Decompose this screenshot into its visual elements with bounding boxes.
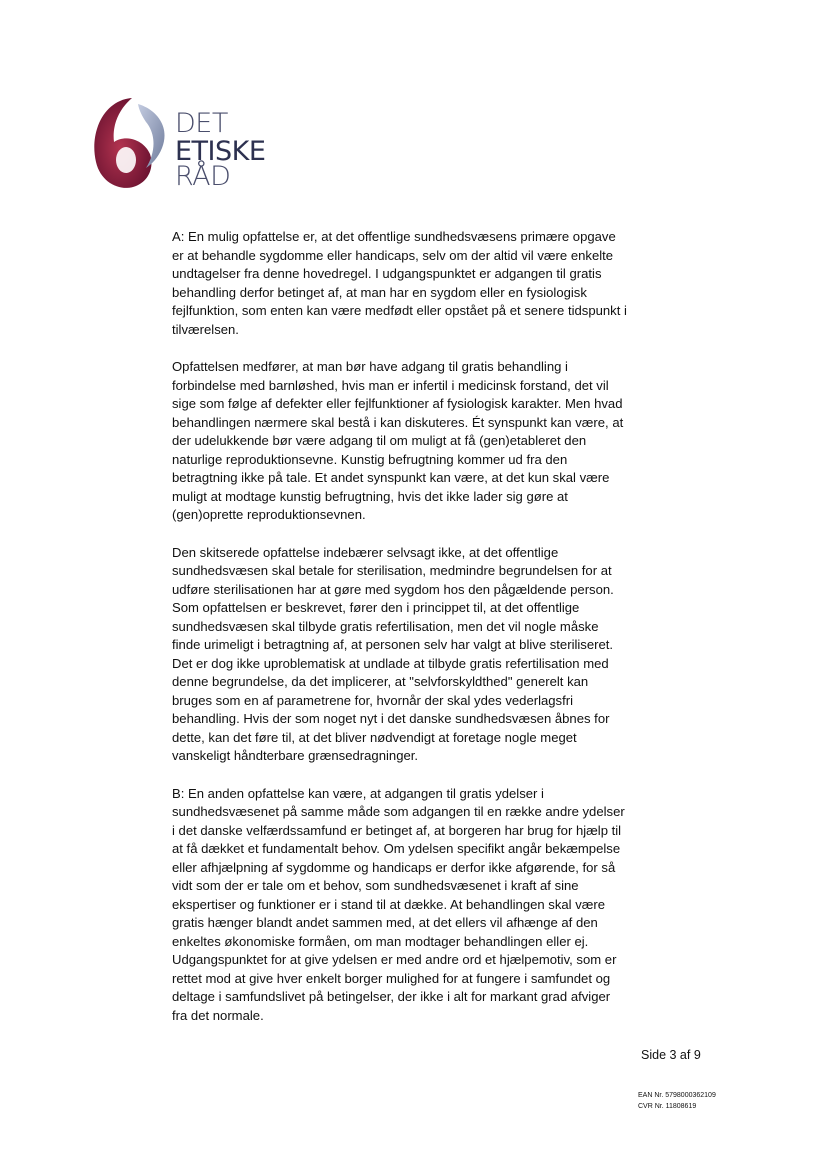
text-line: sundhedsvæsenet på samme måde som adgangen til en række andre ydelser [172, 804, 625, 819]
text-line: i det danske velfærdssamfund er betinget af, at borgeren har brug for hjælp til [172, 822, 622, 838]
paragraph [172, 544, 652, 766]
text-line: Som opfattelsen er beskrevet, fører den i princippet til, at det offentlige [172, 600, 580, 615]
text-line: gratis hænger blandt andet sammen med, at det ellers vil afhænge af den [172, 915, 598, 930]
text-line: vidt som der er tale om et behov, som sundhedsvæsenet i kraft af sine [172, 878, 579, 893]
document-body [172, 228, 652, 1044]
text-line: forbindelse med barnløshed, hvis man er infertil i medicinsk forstand, det vil [172, 377, 609, 393]
text-line: bruges som en af parametrene for, hvornår der skal ydes vederlagsfri [172, 692, 574, 708]
paragraph [172, 358, 652, 525]
text-line: A: En mulig opfattelse er, at det offentlige sundhedsvæsens primære opgave [172, 229, 616, 244]
logo-text-raad: RÅD [175, 161, 231, 192]
text-line: undtagelser fra denne hovedregel. I udgangspunktet er adgangen til gratis [172, 266, 602, 281]
text-line: Det er dog ikke uproblematisk at undlade at tilbyde gratis refertilisation med [172, 655, 609, 671]
text-line: deltage i samfundslivet på betingelser, der ikke i alt for markant grad afviger [172, 989, 611, 1004]
text-line: (gen)oprette reproduktionsevnen. [172, 507, 366, 522]
ean-number: EAN Nr. 5798000362109 [638, 1092, 716, 1099]
text-line: naturlige reproduktionsevne. Kunstig befrugtning kommer ud fra den [172, 451, 568, 467]
text-line: sige som følge af defekter eller fejlfunktioner af fysiologisk karakter. Men hvad [172, 396, 623, 411]
text-line: Udgangspunktet for at give ydelsen er med andre ord et hjælpemotiv, som er [172, 952, 617, 967]
logo-text-etiske: ETISKE [175, 136, 266, 167]
text-line: Opfattelsen medfører, at man bør have adgang til gratis behandling i [172, 359, 568, 374]
paragraph [172, 228, 652, 339]
text-line: Den skitserede opfattelse indebærer selvsagt ikke, at det offentlige [172, 544, 559, 560]
text-line: enkeltes økonomiske formåen, om man modtager behandlingen eller ej. [172, 933, 589, 949]
text-line: B: En anden opfattelse kan være, at adgangen til gratis ydelser i [172, 785, 544, 801]
text-line: sundhedsvæsen skal tilbyde gratis refertilisation, men det vil nogle måske [172, 618, 599, 634]
text-line: dette, kan det føre til, at det bliver nødvendigt at foretage nogle meget [172, 729, 577, 745]
text-line: betragtning ikke på tale. Et andet synspunkt kan være, at det kun skal være [172, 470, 610, 485]
text-line: udføre sterilisationen har at gøre med sygdom hos den pågældende person. [172, 581, 614, 597]
det-etiske-raad-logo [84, 92, 274, 192]
logo-text-det: DET [175, 108, 228, 139]
registration-numbers [638, 1090, 716, 1112]
text-line: vanskeligt håndterbare grænsedragninger. [172, 748, 419, 763]
text-line: at få dækket et fundamentalt behov. Om ydelsen specifikt angår bekæmpelse [172, 841, 621, 856]
text-line: fejlfunktion, som enten kan være medfødt eller opstået på et senere tidspunkt i [172, 303, 627, 318]
text-line: er at behandle sygdomme eller handicaps, selv om der altid vil være enkelte [172, 247, 614, 263]
text-line: finde urimeligt i betragtning af, at personen selv har valgt at blive steriliseret. [172, 637, 614, 652]
text-line: fra det normale. [172, 1007, 264, 1023]
text-line: rettet mod at give hver enkelt borger mulighed for at fungere i samfundet og [172, 970, 611, 986]
text-line: muligt at modtage kunstig befrugtning, hvis det ikke lader sig gøre at [172, 488, 568, 504]
text-line: eller afhjælpning af sygdomme og handicaps er derfor ikke afgørende, for så [172, 859, 616, 875]
text-line: behandling. Hvis der som noget nyt i det danske sundhedsvæsen åbnes for [172, 711, 610, 726]
page-number: Side 3 af 9 [641, 1048, 701, 1062]
text-line: denne begrundelse, da det implicerer, at "selvforskyldthed" generelt kan [172, 674, 589, 689]
text-line: behandling derfor betinget af, at man har en sygdom eller en fysiologisk [172, 284, 587, 300]
text-line: der udelukkende bør være adgang til om muligt at få (gen)etableret den [172, 433, 587, 448]
cvr-number: CVR Nr. 11808619 [638, 1103, 697, 1110]
text-line: sundhedsvæsen skal betale for sterilisation, medmindre begrundelsen for at [172, 563, 612, 578]
paragraph [172, 785, 652, 1026]
logo-mark-icon [84, 92, 174, 192]
text-line: ekspertiser og funktioner er i stand til at dække. At behandlingen skal være [172, 896, 606, 912]
text-line: behandlingen nærmere skal bestå i kan diskuteres. Ét synspunkt kan være, at [172, 414, 624, 430]
text-line: tilværelsen. [172, 321, 239, 337]
